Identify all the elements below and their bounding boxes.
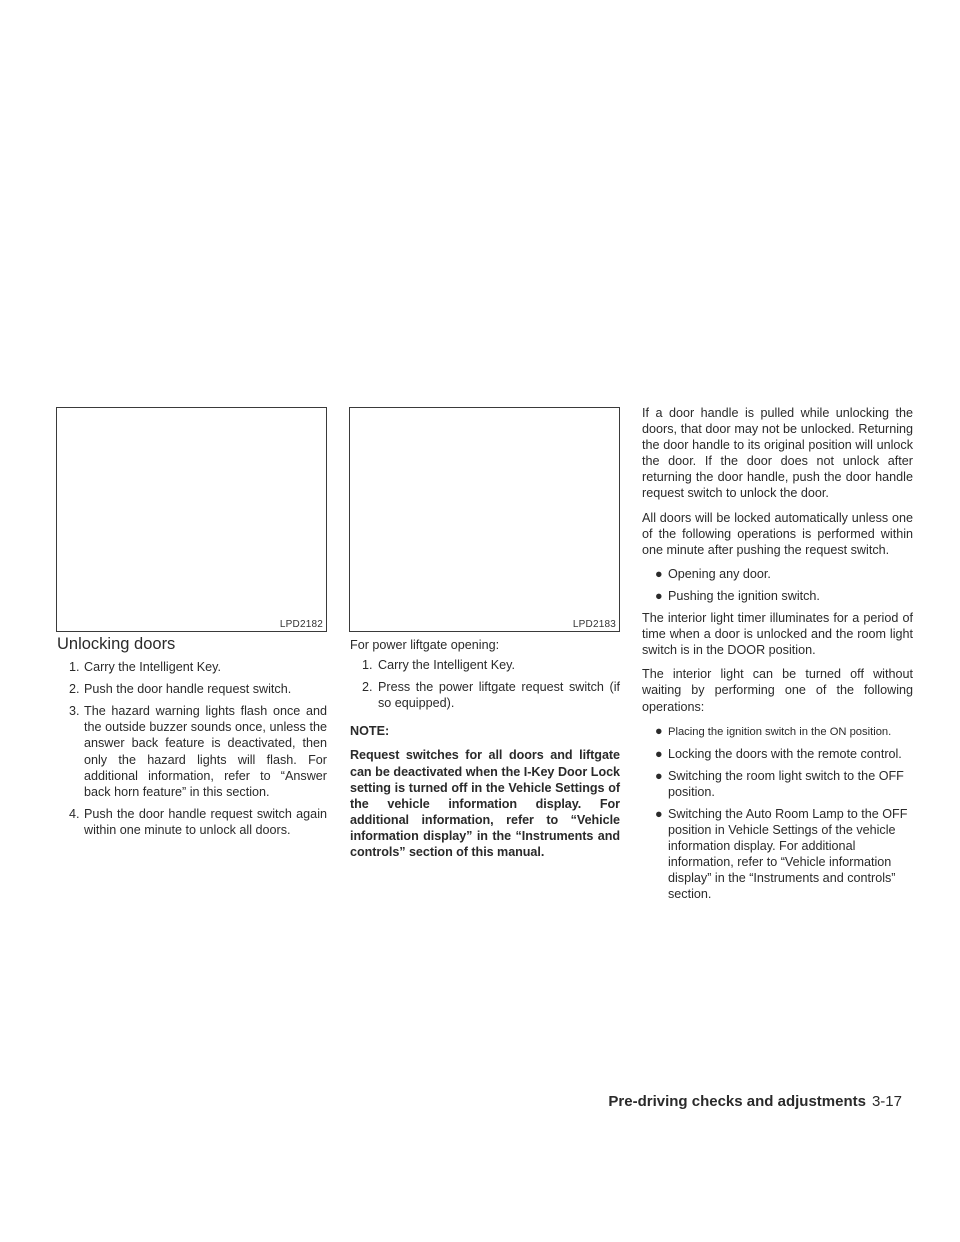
list-item [642, 723, 913, 740]
liftgate-steps [350, 657, 620, 711]
auto-lock-exceptions [642, 566, 913, 604]
figure-middle [349, 407, 620, 632]
figure-label: LPD2182 [279, 619, 323, 630]
list-item [642, 588, 913, 604]
step-number: 1. [69, 660, 80, 675]
bullet-text: Switching the room light switch to the OFF position. [668, 768, 904, 799]
list-item [350, 657, 620, 673]
step-text: Push the door handle request switch again within one minute to unlock all doors. [84, 806, 327, 837]
list-item [57, 659, 327, 675]
left-column [57, 636, 327, 844]
bullet-icon: ● [655, 588, 663, 603]
bullet-icon: ● [655, 806, 663, 821]
list-item [642, 746, 913, 762]
liftgate-intro: For power liftgate opening: [350, 638, 500, 652]
unlock-steps [57, 659, 327, 838]
bullet-icon: ● [655, 566, 663, 581]
bullet-text: Locking the doors with the remote control. [668, 746, 902, 761]
list-item [57, 806, 327, 838]
list-item [57, 681, 327, 697]
light-off-operations [642, 723, 913, 903]
right-column [642, 405, 913, 909]
bullet-icon: ● [655, 768, 663, 783]
section-heading: Unlocking doors [57, 635, 176, 653]
paragraph: The interior light timer illuminates for a period of time when a door is unlocked and the room light switch is in the DOOR position. [642, 611, 913, 658]
step-number: 2. [362, 680, 373, 695]
list-item [350, 679, 620, 711]
list-item [642, 768, 913, 800]
note-title: NOTE: [350, 724, 390, 739]
list-item [642, 806, 913, 903]
step-number: 2. [69, 682, 80, 697]
bullet-text: Pushing the ignition switch. [668, 588, 820, 603]
bullet-text: Opening any door. [668, 566, 771, 581]
bullet-icon: ● [655, 746, 663, 761]
paragraph: The interior light can be turned off without waiting by performing one of the following operations: [642, 667, 913, 714]
paragraph: All doors will be locked automatically unless one of the following operations is performed within one minute after pushing the request switch. [642, 510, 913, 557]
figure-left [56, 407, 327, 632]
step-number: 3. [69, 704, 80, 719]
chapter-title: Pre-driving checks and adjustments [608, 1093, 866, 1110]
step-text: Carry the Intelligent Key. [84, 660, 221, 675]
step-text: Carry the Intelligent Key. [378, 658, 515, 673]
step-text: The hazard warning lights flash once and the outside buzzer sounds once, unless the answer back feature is deactivated, then only the hazard lights will flash. For additional information, refer to “Answer back horn feature” in this section. [84, 704, 327, 799]
paragraph: If a door handle is pulled while unlocking the doors, that door may not be unlocked. Returning the door handle to its original position will unlock the door. If the door does not unlock after returning the door handle, push the door handle request switch to unlock the door. [642, 406, 913, 501]
bullet-text: Placing the ignition switch in the ON position. [668, 725, 892, 738]
step-text: Press the power liftgate request switch (if so equipped). [378, 680, 620, 711]
step-number: 4. [69, 806, 80, 821]
list-item [57, 703, 327, 800]
list-item [642, 566, 913, 582]
bullet-text: Switching the Auto Room Lamp to the OFF position in Vehicle Settings of the vehicle information display. For additional information, refer to “Vehicle information display” in the “Instruments and controls” section. [668, 806, 908, 902]
middle-column [350, 637, 620, 860]
note-body: Request switches for all doors and liftgate can be deactivated when the I-Key Door Lock setting is turned off in the Vehicle Settings of the vehicle information display. For additional information, refer to “Vehicle information display” in the “Instruments and controls” section of this manual. [350, 748, 620, 860]
step-number: 1. [362, 658, 373, 673]
bullet-icon: ● [655, 723, 663, 738]
page-number: 3-17 [871, 1093, 902, 1110]
page-footer [608, 1093, 902, 1110]
figure-label: LPD2183 [572, 619, 616, 630]
step-text: Push the door handle request switch. [84, 682, 292, 697]
